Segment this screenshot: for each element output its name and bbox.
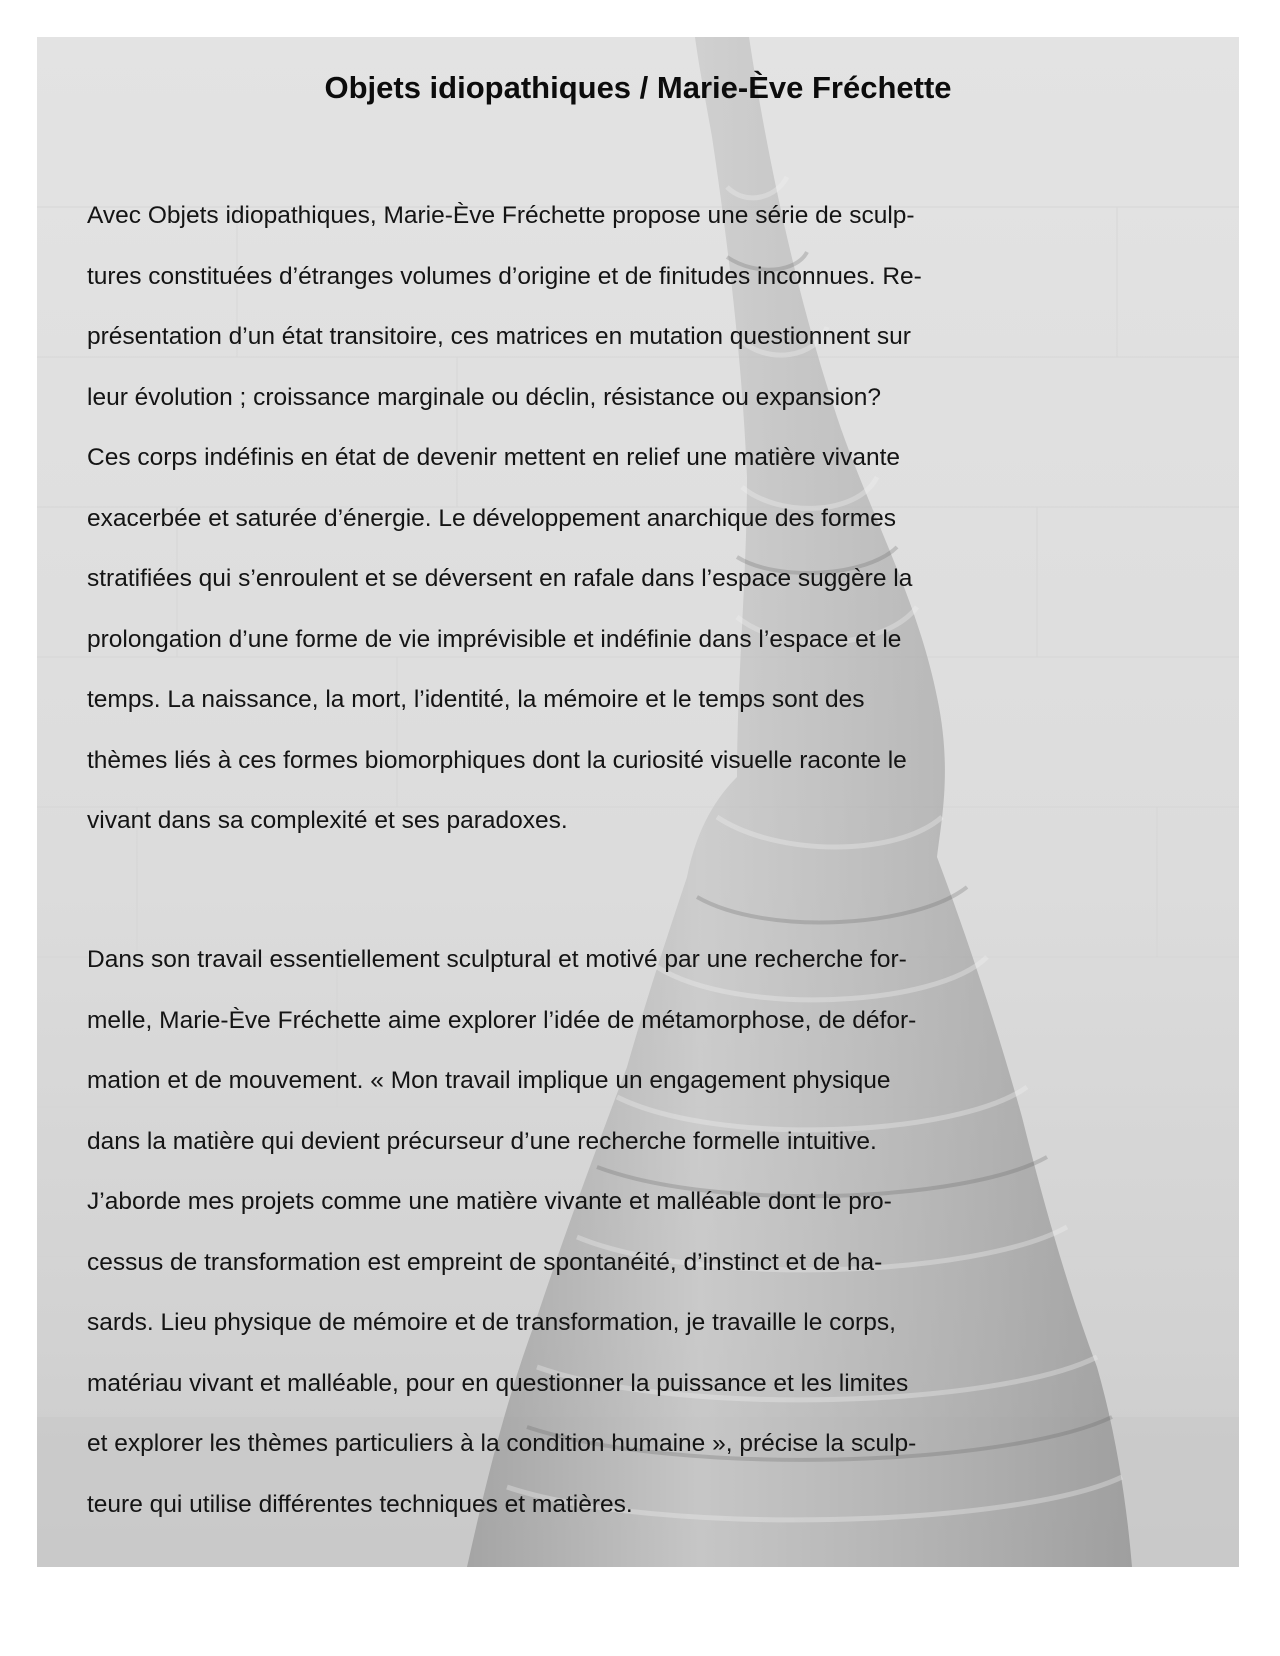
text-line: Avec Objets idiopathiques, Marie-Ève Fréchette propose une série de sculp- bbox=[87, 202, 915, 229]
text-line: présentation d’un état transitoire, ces matrices en mutation questionnent sur bbox=[87, 323, 911, 350]
text-line: thèmes liés à ces formes biomorphiques dont la curiosité visuelle raconte le bbox=[87, 746, 907, 774]
paragraph-artist-statement bbox=[87, 930, 916, 1535]
text-line: exacerbée et saturée d’énergie. Le développement anarchique des formes bbox=[87, 504, 897, 532]
text-line: vivant dans sa complexité et ses paradoxes. bbox=[87, 807, 568, 834]
text-line: matériau vivant et malléable, pour en questionner la puissance et les limites bbox=[87, 1369, 909, 1397]
document-title: Objets idiopathiques / Marie-Ève Fréchette bbox=[324, 70, 952, 105]
text-line: stratifiées qui s’enroulent et se déversent en rafale dans l’espace suggère la bbox=[87, 565, 913, 592]
text-line: prolongation d’une forme de vie imprévisible et indéfinie dans l’espace et le bbox=[87, 625, 902, 653]
text-line: Dans son travail essentiellement sculptural et motivé par une recherche for- bbox=[87, 946, 907, 973]
paragraph-intro bbox=[87, 186, 922, 852]
text-line: melle, Marie-Ève Fréchette aime explorer l’idée de métamorphose, de défor- bbox=[87, 1006, 917, 1034]
text-line: J’aborde mes projets comme une matière vivante et malléable dont le pro- bbox=[87, 1188, 892, 1215]
text-line: sards. Lieu physique de mémoire et de transformation, je travaille le corps, bbox=[87, 1309, 896, 1336]
text-line: dans la matière qui devient précurseur d’une recherche formelle intuitive. bbox=[87, 1127, 877, 1155]
text-line: Ces corps indéfinis en état de devenir mettent en relief une matière vivante bbox=[87, 444, 901, 471]
document-text bbox=[37, 37, 1239, 1567]
text-line: cessus de transformation est empreint de spontanéité, d’instinct et de ha- bbox=[87, 1248, 883, 1276]
text-line: leur évolution ; croissance marginale ou déclin, résistance ou expansion? bbox=[87, 383, 881, 411]
text-line: tures constituées d’étranges volumes d’origine et de finitudes inconnues. Re- bbox=[87, 262, 922, 290]
text-line: teure qui utilise différentes techniques et matières. bbox=[87, 1490, 633, 1518]
text-line: mation et de mouvement. « Mon travail implique un engagement physique bbox=[87, 1067, 891, 1094]
text-line: temps. La naissance, la mort, l’identité, la mémoire et le temps sont des bbox=[87, 686, 865, 713]
text-line: et explorer les thèmes particuliers à la condition humaine », précise la sculp- bbox=[87, 1430, 917, 1457]
document-page bbox=[37, 37, 1239, 1567]
